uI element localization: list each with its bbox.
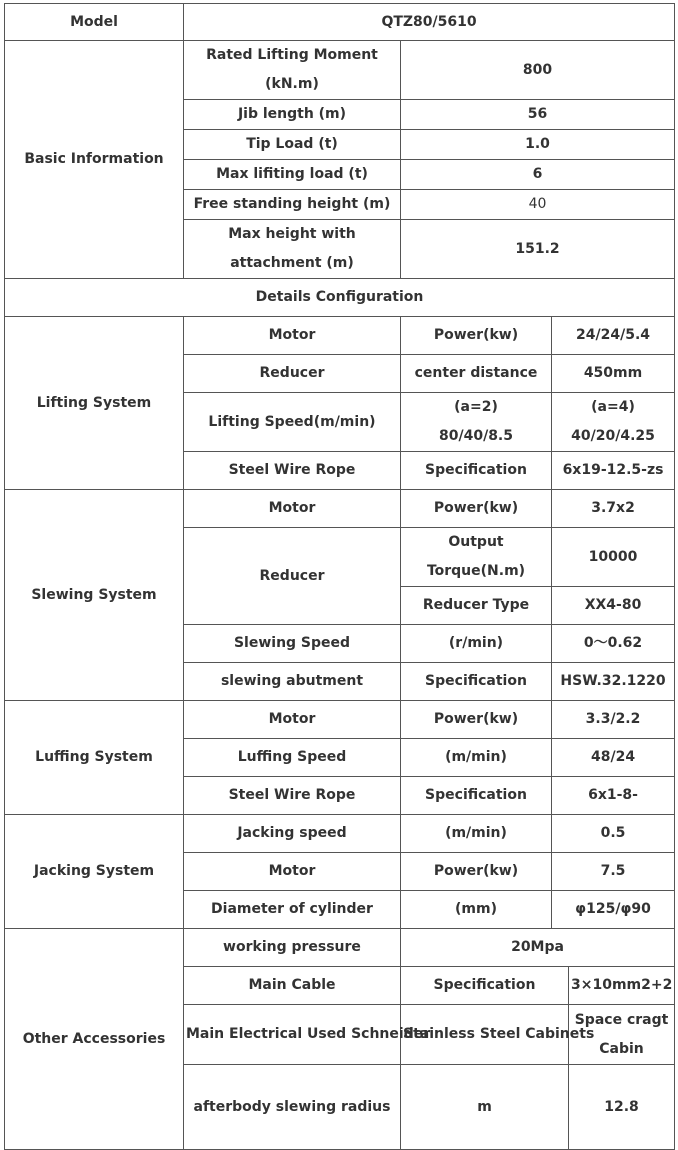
jacking-motor-param: Power(kw) [401, 853, 552, 891]
jacking-motor-value: 7.5 [552, 853, 675, 891]
basic-information-label: Basic Information [5, 41, 184, 279]
details-configuration-title: Details Configuration [5, 279, 675, 317]
table-row [5, 701, 675, 739]
jacking-cylinder-value: φ125/φ90 [552, 891, 675, 929]
luffing-system-label: Luffing System [5, 701, 184, 815]
table-row [5, 490, 675, 528]
slewing-radius-param: m [401, 1065, 569, 1150]
slewing-reducer-type-param: Reducer Type [401, 587, 552, 625]
main-electrical-name: Main Electrical Used Schneider [184, 1005, 401, 1065]
basic-row-name: Max height with attachment (m) [184, 220, 401, 279]
lifting-reducer-value: 450mm [552, 355, 675, 393]
table-row [5, 929, 675, 967]
jacking-cylinder-name: Diameter of cylinder [184, 891, 401, 929]
table-row [5, 815, 675, 853]
luffing-rope-name: Steel Wire Rope [184, 777, 401, 815]
basic-row-name: Rated Lifting Moment (kN.m) [184, 41, 401, 100]
main-cable-value: 3×10mm2+2 [569, 967, 675, 1005]
table-row [5, 317, 675, 355]
basic-row-value: 40 [401, 190, 675, 220]
basic-row-value: 151.2 [401, 220, 675, 279]
jacking-cylinder-param: (mm) [401, 891, 552, 929]
slewing-radius-name: afterbody slewing radius [184, 1065, 401, 1150]
luffing-speed-value: 48/24 [552, 739, 675, 777]
working-pressure-value: 20Mpa [401, 929, 675, 967]
basic-row-name: Max lifiting load (t) [184, 160, 401, 190]
lifting-speed-a2-cell [401, 393, 552, 452]
basic-row-name: Free standing height (m) [184, 190, 401, 220]
table-row [5, 41, 675, 100]
luffing-rope-param: Specification [401, 777, 552, 815]
basic-row-name: Jib length (m) [184, 100, 401, 130]
slewing-torque-param: Output Torque(N.m) [401, 528, 552, 587]
luffing-motor-value: 3.3/2.2 [552, 701, 675, 739]
slewing-abutment-value: HSW.32.1220 [552, 663, 675, 701]
lifting-rope-name: Steel Wire Rope [184, 452, 401, 490]
working-pressure-name: working pressure [184, 929, 401, 967]
lifting-speed-a4-value: 40/20/4.25 [571, 428, 655, 444]
jacking-speed-param: (m/min) [401, 815, 552, 853]
basic-row-value: 6 [401, 160, 675, 190]
slewing-motor-name: Motor [184, 490, 401, 528]
slewing-torque-value: 10000 [552, 528, 675, 587]
details-row [5, 279, 675, 317]
slewing-speed-param: (r/min) [401, 625, 552, 663]
slewing-speed-value: 0～0.62 [552, 625, 675, 663]
basic-row-name: Tip Load (t) [184, 130, 401, 160]
luffing-speed-param: (m/min) [401, 739, 552, 777]
main-cable-name: Main Cable [184, 967, 401, 1005]
spec-table-container [4, 3, 674, 1115]
jacking-system-label: Jacking System [5, 815, 184, 929]
slewing-abutment-name: slewing abutment [184, 663, 401, 701]
lifting-rope-param: Specification [401, 452, 552, 490]
main-cable-param: Specification [401, 967, 569, 1005]
jacking-speed-name: Jacking speed [184, 815, 401, 853]
model-label: Model [5, 4, 184, 41]
luffing-speed-name: Luffing Speed [184, 739, 401, 777]
lifting-system-label: Lifting System [5, 317, 184, 490]
slewing-radius-value: 12.8 [569, 1065, 675, 1150]
lifting-rope-value: 6x19-12.5-zs [552, 452, 675, 490]
slewing-speed-name: Slewing Speed [184, 625, 401, 663]
lifting-speed-name: Lifting Speed(m/min) [184, 393, 401, 452]
lifting-motor-param: Power(kw) [401, 317, 552, 355]
model-value: QTZ80/5610 [184, 4, 675, 41]
lifting-reducer-name: Reducer [184, 355, 401, 393]
slewing-motor-param: Power(kw) [401, 490, 552, 528]
slewing-system-label: Slewing System [5, 490, 184, 701]
jacking-motor-name: Motor [184, 853, 401, 891]
lifting-speed-a2-value: 80/40/8.5 [439, 428, 513, 444]
lifting-motor-name: Motor [184, 317, 401, 355]
lifting-speed-a2-label: (a=2) [454, 399, 498, 415]
lifting-speed-a4-label: (a=4) [591, 399, 635, 415]
slewing-reducer-name: Reducer [184, 528, 401, 625]
luffing-motor-param: Power(kw) [401, 701, 552, 739]
basic-row-value: 1.0 [401, 130, 675, 160]
basic-row-value: 800 [401, 41, 675, 100]
slewing-reducer-type-value: XX4-80 [552, 587, 675, 625]
basic-row-value: 56 [401, 100, 675, 130]
slewing-abutment-param: Specification [401, 663, 552, 701]
main-electrical-param: Stainless Steel Cabinets [401, 1005, 569, 1065]
lifting-reducer-param: center distance [401, 355, 552, 393]
luffing-motor-name: Motor [184, 701, 401, 739]
slewing-motor-value: 3.7x2 [552, 490, 675, 528]
lifting-speed-a4-cell [552, 393, 675, 452]
main-electrical-value: Space cragt Cabin [569, 1005, 675, 1065]
spec-table [4, 3, 675, 1150]
lifting-motor-value: 24/24/5.4 [552, 317, 675, 355]
luffing-rope-value: 6x1-8- [552, 777, 675, 815]
jacking-speed-value: 0.5 [552, 815, 675, 853]
model-row [5, 4, 675, 41]
other-accessories-label: Other Accessories [5, 929, 184, 1150]
